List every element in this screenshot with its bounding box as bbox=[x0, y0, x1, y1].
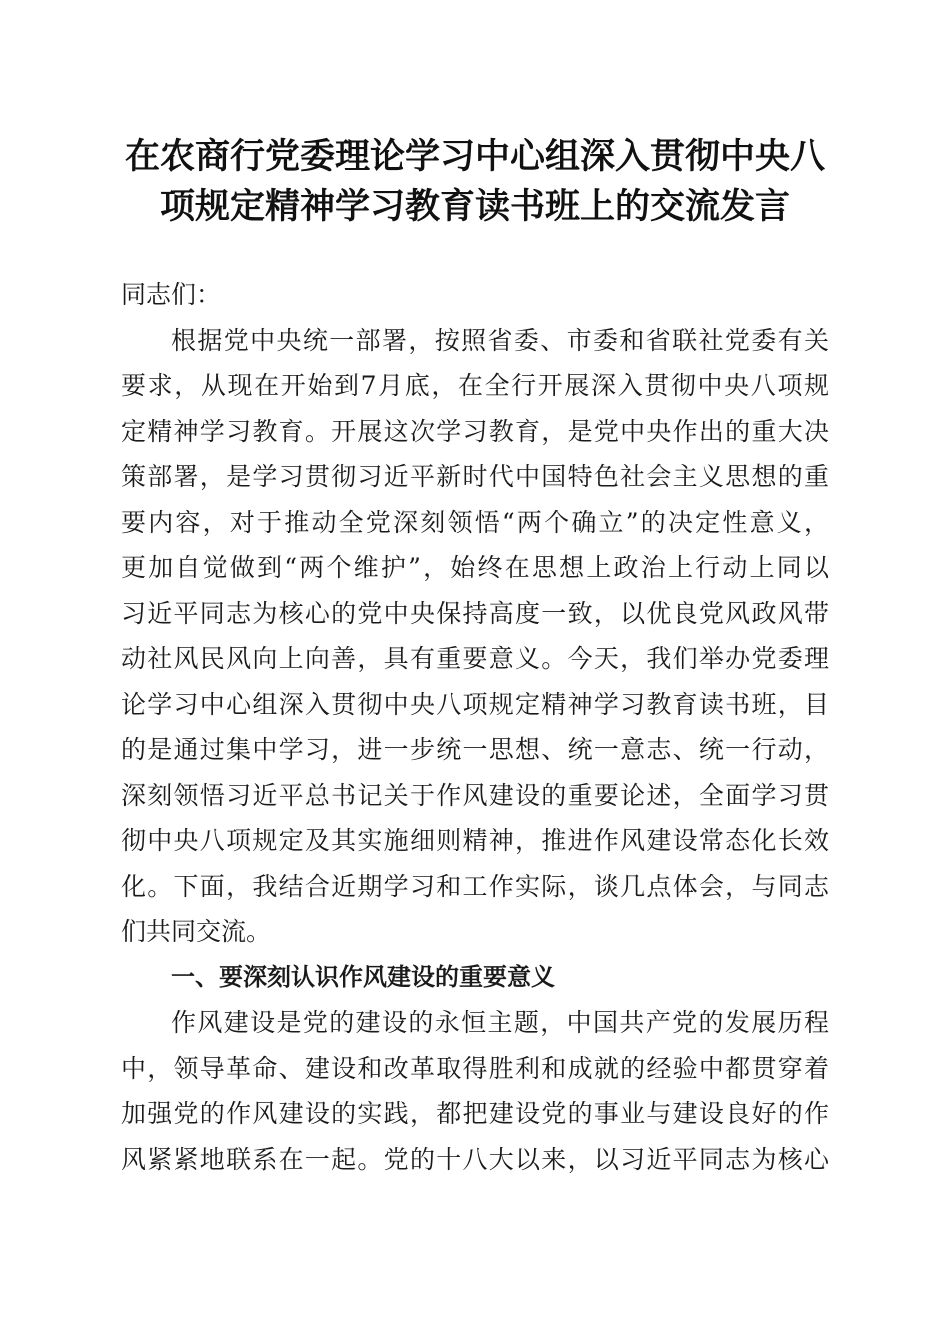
document-title bbox=[100, 132, 850, 232]
paragraph-line: 要内容，对于推动全党深刻领悟“两个确立”的决定性意义， bbox=[121, 507, 829, 537]
paragraph-line: 作风建设是党的建设的永恒主题，中国共产党的发展历程 bbox=[171, 1008, 829, 1037]
salutation: 同志们： bbox=[121, 280, 222, 309]
paragraph-1 bbox=[121, 318, 829, 955]
paragraph-line: 论学习中心组深入贯彻中央八项规定精神学习教育读书班，目 bbox=[121, 689, 829, 719]
paragraph-line: 定精神学习教育。开展这次学习教育，是党中央作出的重大决 bbox=[121, 416, 829, 446]
paragraph-line: 要求，从现在开始到7月底，在全行开展深入贯彻中央八项规 bbox=[121, 371, 829, 400]
paragraph-line: 策部署，是学习贯彻习近平新时代中国特色社会主义思想的重 bbox=[121, 462, 829, 491]
section-heading-1: 一、要深刻认识作风建设的重要意义 bbox=[171, 962, 555, 991]
paragraph-line: 风紧紧地联系在一起。党的十八大以来，以习近平同志为核心 bbox=[121, 1144, 829, 1174]
paragraph-line: 化。下面，我结合近期学习和工作实际，谈几点体会，与同志 bbox=[121, 871, 829, 901]
paragraph-2 bbox=[121, 1000, 829, 1182]
title-line-2: 项规定精神学习教育读书班上的交流发言 bbox=[159, 186, 790, 227]
paragraph-line: 中，领导革命、建设和改革取得胜利和成就的经验中都贯穿着 bbox=[121, 1053, 829, 1083]
paragraph-line: 们共同交流。 bbox=[121, 917, 272, 946]
paragraph-line: 彻中央八项规定及其实施细则精神，推进作风建设常态化长效 bbox=[121, 826, 829, 855]
title-line-1: 在农商行党委理论学习中心组深入贯彻中央八 bbox=[124, 136, 825, 177]
paragraph-line: 更加自觉做到“两个维护”，始终在思想上政治上行动上同以 bbox=[121, 553, 829, 582]
paragraph-line: 根据党中央统一部署，按照省委、市委和省联社党委有关 bbox=[171, 325, 829, 355]
paragraph-line: 加强党的作风建设的实践，都把建设党的事业与建设良好的作 bbox=[121, 1099, 829, 1128]
paragraph-line: 的是通过集中学习，进一步统一思想、统一意志、统一行动， bbox=[121, 735, 829, 764]
paragraph-line: 动社风民风向上向善，具有重要意义。今天，我们举办党委理 bbox=[121, 644, 829, 673]
paragraph-line: 习近平同志为核心的党中央保持高度一致，以优良党风政风带 bbox=[121, 598, 829, 628]
document-body bbox=[121, 272, 829, 1182]
paragraph-line: 深刻领悟习近平总书记关于作风建设的重要论述，全面学习贯 bbox=[121, 780, 829, 810]
